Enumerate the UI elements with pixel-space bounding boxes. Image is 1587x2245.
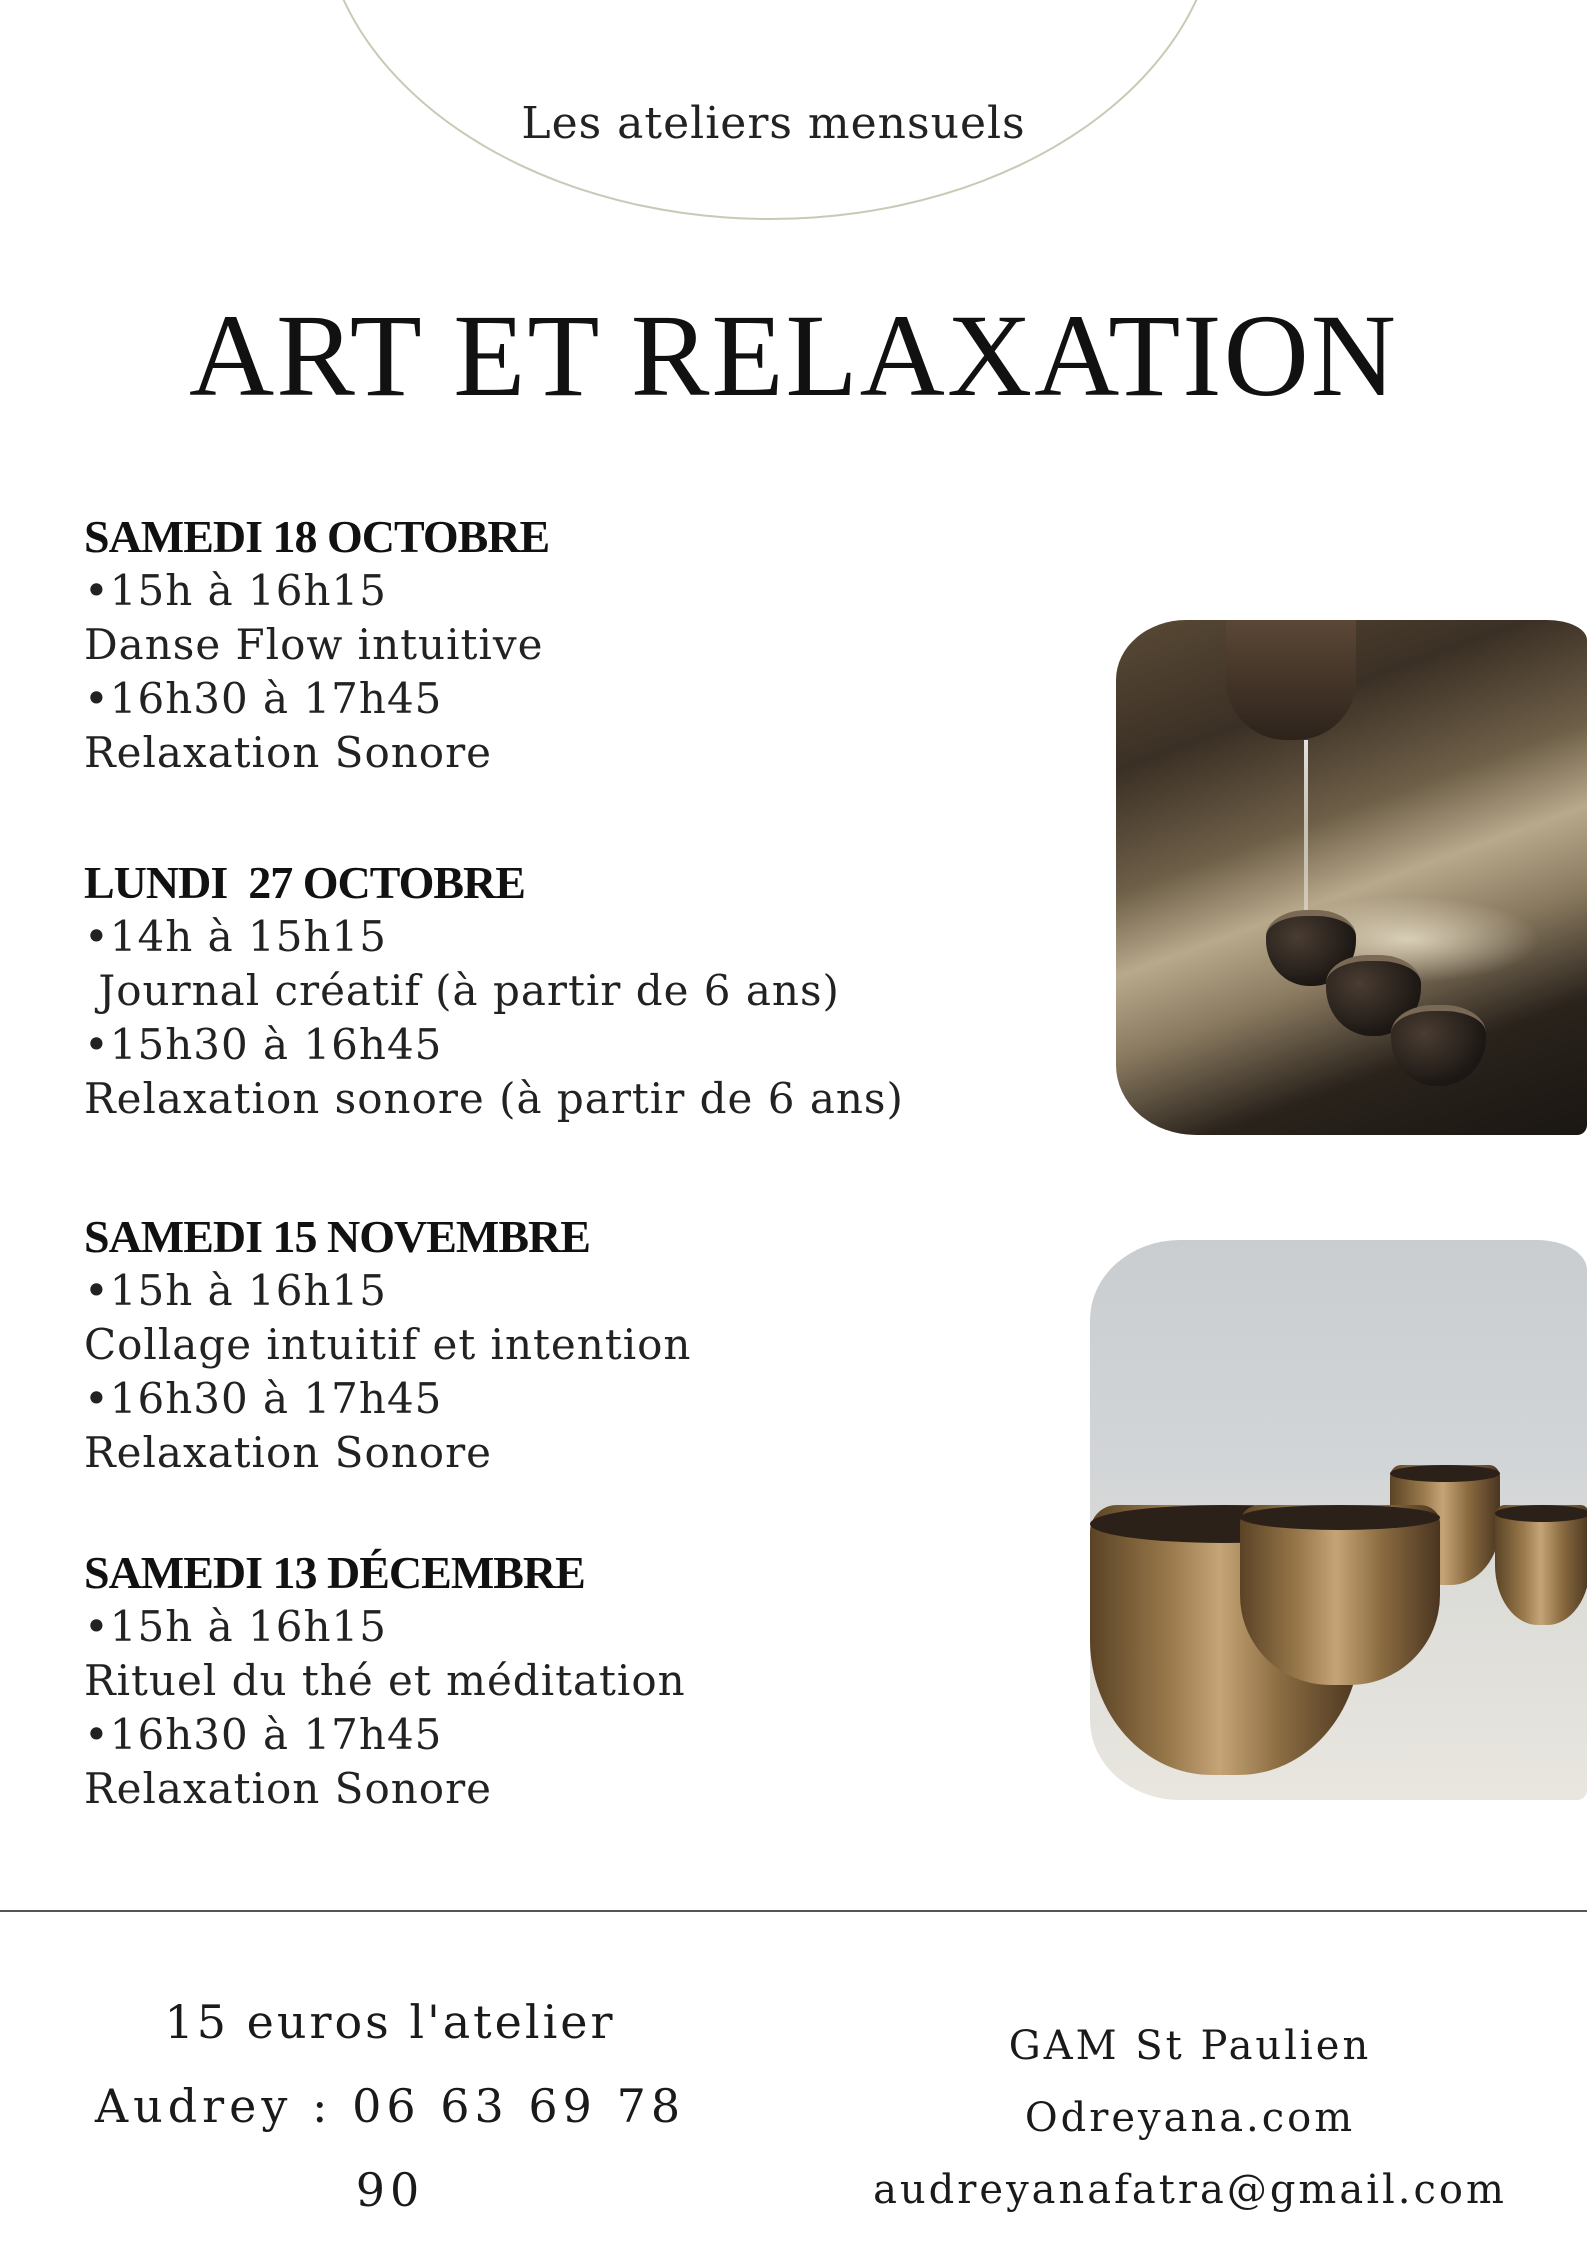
event-activity: Rituel du thé et méditation [84,1656,686,1705]
tea-ceremony-photo [1116,620,1587,1135]
email-text: audreyanafatra@gmail.com [873,2167,1507,2213]
event-time: •15h à 16h15 [84,1602,387,1651]
event-activity: Danse Flow intuitive [84,620,544,669]
event-activity: Collage intuitif et intention [84,1320,692,1369]
event-date: LUNDI 27 OCTOBRE [84,857,525,908]
event-block [84,856,904,1126]
singing-bowls-photo [1090,1240,1587,1800]
price-text: 15 euros l'atelier [164,1995,616,2049]
footer-pricing [80,1980,700,2232]
location-text: GAM St Paulien [1008,2023,1372,2069]
event-activity: Relaxation Sonore [84,1428,493,1477]
event-activity: Journal créatif (à partir de 6 ans) [84,966,840,1015]
event-time: •15h à 16h15 [84,1266,387,1315]
event-date: SAMEDI 13 DÉCEMBRE [84,1547,585,1598]
page-title: ART ET RELAXATION [188,290,1399,421]
event-time: •15h à 16h15 [84,566,387,615]
event-time: •16h30 à 17h45 [84,1710,443,1759]
website-text: Odreyana.com [1024,2095,1356,2141]
event-date: SAMEDI 15 NOVEMBRE [84,1211,590,1262]
tea-cup [1391,1005,1486,1086]
event-date: SAMEDI 18 OCTOBRE [84,511,550,562]
event-activity: Relaxation sonore (à partir de 6 ans) [84,1074,904,1123]
event-time: •16h30 à 17h45 [84,1374,443,1423]
event-block [84,1546,686,1816]
event-time: •14h à 15h15 [84,912,387,961]
teapot-hand [1226,620,1356,740]
event-block [84,510,549,780]
contact-phone: Audrey : 06 63 69 78 90 [94,2079,686,2217]
event-activity: Relaxation Sonore [84,1764,493,1813]
singing-bowl [1495,1505,1587,1625]
subtitle: Les ateliers mensuels [521,98,1026,149]
footer-contact [860,2010,1520,2226]
singing-bowl [1240,1505,1440,1685]
event-time: •16h30 à 17h45 [84,674,443,723]
event-time: •15h30 à 16h45 [84,1020,443,1069]
footer-divider [0,1910,1587,1912]
event-block [84,1210,691,1480]
event-activity: Relaxation Sonore [84,728,493,777]
